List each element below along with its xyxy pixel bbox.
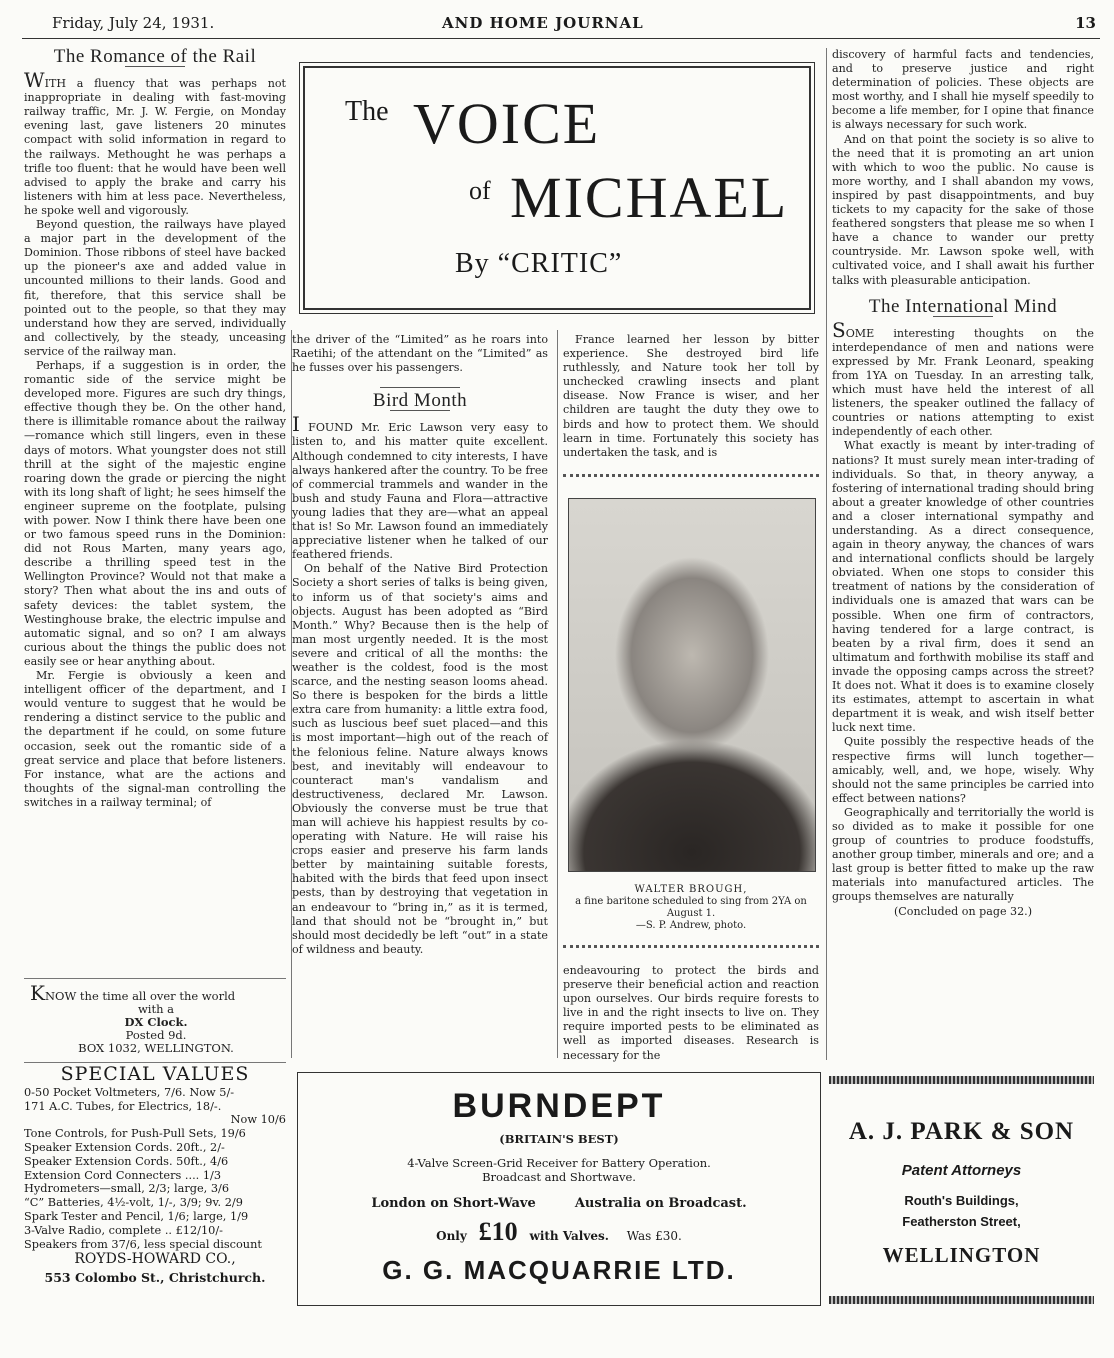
special-item: Extension Cord Connecters .... 1/3 xyxy=(24,1168,222,1182)
journal-name: AND HOME JOURNAL xyxy=(442,14,644,32)
article-paragraph: Quite possibly the respective heads of the respective firms will lunch together—amicably, well, and, we hope, wisely. Why should not the same principles be carried into effect between nations? xyxy=(832,735,1094,805)
dx-clock-ad xyxy=(30,981,282,1055)
article-paragraph: endeavouring to protect the birds and preserve their beneficial action and reaction upon ourselves. Our birds require forests to live in and the right insects to live on. They require imported pests to be eliminated as well as imported diseases. Research is necessary for the xyxy=(563,964,819,1062)
burndept-logo: BURNDEPT xyxy=(452,1087,666,1125)
special-item: Now 10/6 xyxy=(230,1113,286,1127)
special-values-list xyxy=(24,1086,286,1252)
drop-cap: W xyxy=(24,68,45,93)
burndept-tagline: (BRITAIN'S BEST) xyxy=(499,1132,619,1146)
title-of: of xyxy=(469,176,491,205)
burndept-london: London on Short-Wave xyxy=(371,1196,536,1211)
photo-name: WALTER BROUGH, xyxy=(634,884,748,895)
special-item: 0-50 Pocket Voltmeters, 7/6. Now 5/- xyxy=(24,1085,235,1099)
dx-ad-line: Posted 9d. xyxy=(125,1028,187,1042)
dx-ad-line: with a xyxy=(137,1002,175,1016)
photo-credit: —S. P. Andrew, photo. xyxy=(635,920,747,931)
park-line: Routh's Buildings, xyxy=(904,1193,1019,1208)
article-title: The International Mind xyxy=(868,295,1058,317)
divider xyxy=(563,945,819,948)
burndept-line: 4-Valve Screen-Grid Receiver for Battery Operation. xyxy=(407,1156,711,1170)
park-title: Patent Attorneys xyxy=(901,1162,1022,1179)
special-values-title: SPECIAL VALUES xyxy=(60,1063,250,1085)
concluded-note: (Concluded on page 32.) xyxy=(893,904,1033,918)
title-byline: By “CRITIC” xyxy=(455,248,623,279)
park-ad xyxy=(829,1098,1094,1268)
article-paragraph: Mr. Fergie is obviously a keen and intelligent officer of the department, and I would venture to suggest that he would be rendering a distinct service to the public and the department if he could, on some future occasion, seek out the romantic side of a great service and place that before listeners. For instance, what are the actions and thoughts of the signal-man controlling the switches in a railway terminal; of xyxy=(24,669,286,809)
divider xyxy=(24,978,286,979)
article-paragraph: discovery of harmful facts and tendencies, and to preserve justice and right determination of policies. These objects are most worthy, and I shall hie myself speedily to become a life member, for I opine that finance is always necessary for such work. xyxy=(832,48,1094,132)
special-item: Speaker Extension Cords. 50ft., 4/6 xyxy=(24,1154,229,1168)
burndept-dealer: G. G. MACQUARRIE LTD. xyxy=(382,1255,736,1285)
page-number: 13 xyxy=(1075,14,1096,32)
divider xyxy=(563,474,819,477)
special-item: Hydrometers—small, 2/3; large, 3/6 xyxy=(24,1182,230,1196)
article-title: Bird Month xyxy=(372,390,468,412)
special-item: Speakers from 37/6, less special discount xyxy=(24,1237,262,1251)
burndept-price: £10 xyxy=(478,1217,518,1246)
special-address: 553 Colombo St., Christchurch. xyxy=(44,1270,266,1286)
page-header xyxy=(22,8,1100,39)
article-paragraph: On behalf of the Native Bird Protection Society a short series of talks is being given, to inform us of that society's aims and objects. August has been adopted as “Bird Month.” Why? Because then is the help of man most urgently needed. It is the most severe and critical of all the months: the weather is the coldest, food is the most scarce, and the nesting season looms ahead. So there is bespoken for the birds a little extra care from humanity: a little extra food, such as luscious beef suet placed—and this is most important—high out of the reach of the felonious feline. Nature always knows best, and inevitably will endeavour to counteract man's vandalism and destructiveness, declared Mr. Lawson. Obviously the converse must be true that man will achieve his happiest results by co-operating with Nature. He will raise his crops easier and preserve his farm lands better by maintaining suitable forests, habited with the birds that feed upon insect pests, than by destroying that vegetation in an endeavour to “bring in,” as it is termed, land that should not be “brought in,” but should most decidedly be left “out” in a state of wildness and beauty. xyxy=(292,562,548,956)
article-paragraph: WITH a fluency that was perhaps not inappropriate in dealing with fast-moving railway traffic, Mr. J. W. Fergie, on Monday evening last, gave listeners 20 minutes compact with solid information in regard to the railways. Methought he was perhaps a trifle too fluent: that he would have been well advised to apply the brake and carry his listeners with him at less pace. Nevertheless, he spoke well and vigorously. xyxy=(24,68,286,217)
drop-cap: K xyxy=(30,981,45,1005)
article-paragraph: France learned her lesson by bitter experience. She destroyed bird life ruthlessly, and Nature took her toll by unchecked crawling insects and plant disease. Now France is wiser, and her children are taught the duty they owe to birds and how to protect them. We should learn in time. Fortunately this society has undertaken the task, and is xyxy=(563,333,819,459)
article-bird-month-cont xyxy=(563,333,819,460)
article-paragraph: SOME interesting thoughts on the interdependance of men and nations were expressed by Mr. Frank Leonard, speaking from 1YA on Tuesday. In an arresting talk, which must have held the interest of all listeners, the speaker outlined the fallacy of countries or nations attempting to exist independently of each other. xyxy=(832,317,1094,439)
burndept-ad xyxy=(297,1072,821,1306)
article-paragraph: I FOUND Mr. Eric Lawson very easy to listen to, and his matter quite excellent. Although condemned to city interests, I have always hankered after the country. To be free of commercial trammels and wander in the bush and study Fauna and Flora—attractive young ladies that they are—what an appeal that is! So Mr. Lawson found an immediately appreciative listener when he talked of our feathered friends. xyxy=(292,412,548,562)
burndept-australia: Australia on Broadcast. xyxy=(574,1196,747,1211)
ad-border-top xyxy=(829,1076,1094,1084)
burndept-line: Broadcast and Shortwave. xyxy=(482,1170,636,1184)
column-title-box xyxy=(303,66,811,310)
burndept-only: Only xyxy=(436,1229,467,1243)
title-voice: VOICE xyxy=(413,91,601,156)
article-title: The Romance of the Rail xyxy=(53,46,257,67)
special-item: Tone Controls, for Push-Pull Sets, 19/6 xyxy=(24,1127,246,1141)
dx-ad-line: DX Clock. xyxy=(124,1015,188,1029)
portrait-photo xyxy=(568,498,816,872)
special-item: Speaker Extension Cords. 20ft., 2/- xyxy=(24,1140,225,1154)
special-item: 3-Valve Radio, complete .. £12/10/- xyxy=(24,1223,223,1237)
park-city: WELLINGTON xyxy=(882,1243,1041,1267)
issue-date: Friday, July 24, 1931. xyxy=(52,14,215,32)
special-item: “C” Batteries, 4½-volt, 1/-, 3/9; 9v. 2/9 xyxy=(24,1196,243,1210)
park-name: A. J. PARK & SON xyxy=(848,1118,1075,1145)
article-paragraph: And on that point the society is so alive to the need that it is promoting an art union with which to woo the public. No cause is more worthy, and I shall abandon my vows, inspired by past disappointments, and buy tickets to my capacity for the sake of those feathered songsters that please me so when I have a chance to wander our pretty countryside. Mr. Lawson spoke well, with cultivated voice, and I shall await his further talks with pleasurable anticipation. xyxy=(832,132,1094,287)
drop-cap: S xyxy=(832,317,846,342)
title-michael: MICHAEL xyxy=(510,165,789,230)
article-paragraph: Geographically and territorially the world is so divided as to make it possible for one group of countries to produce foodstuffs, another group timber, minerals and ore; and a last group is better fitted to make up the raw materials into manufactured articles. The groups themselves are naturally xyxy=(832,805,1094,904)
article-international-mind xyxy=(832,48,1094,919)
special-item: Spark Tester and Pencil, 1/6; large, 1/9 xyxy=(24,1209,249,1223)
article-paragraph: Perhaps, if a suggestion is in order, the romantic side of the service might be developed more. Figures are such dry things, effective though they be. On the other hand, there is illimitable romance about the railway—romance which still lingers, even in these days of motors. What youngster does not still thrill at the sight of the majestic engine roaring down the grade or piercing the night with its long shaft of light; he sees himself the engineer supreme on the footplate, pulsing with power. Now I think there have been one or two famous speed runs in the Dominion: did not Rous Marten, many years ago, describe a thrilling speed test in the Wellington Province? Would not that make a story? Then what about the ins and outs of safety devices: the tablet system, the Westinghouse brake, the electric impulse and automatic signal, and so on? I am always curious about the things the public does not easily see or hear anything about. xyxy=(24,358,286,668)
photo-caption-text: a fine baritone scheduled to sing from 2YA on August 1. xyxy=(575,896,807,919)
dx-ad-line: BOX 1032, WELLINGTON. xyxy=(78,1041,234,1055)
special-values-ad xyxy=(24,1063,286,1286)
article-bird-month-end xyxy=(563,964,819,1063)
column-rule xyxy=(557,330,558,1058)
park-line: Featherston Street, xyxy=(902,1214,1021,1229)
photo-caption xyxy=(563,884,819,932)
dx-ad-line: NOW the time all over the world xyxy=(44,989,236,1003)
article-paragraph: What exactly is meant by inter-trading of nations? It must surely mean inter-trading of individuals. So that, in theory anyway, a fostering of international trading should bring about a greater knowledge of other countries and a closer international sympathy and understanding. As a direct consequence, again in theory anyway, the chances of wars and international conflicts should be largely obviated. When one stops to consider this treatment of nations by the consideration of individuals one is amazed that wars can be possible. When one firm of contractors, having tendered for a large contract, is beaten by a rival firm, does it send an ultimatum and forthwith mobilise its staff and invade the opposing camps across the street? It does not. What it does is to examine closely its estimates, attempt to ascertain in what department it is weak, and wish itself better luck next time. xyxy=(832,439,1094,735)
article-paragraph: Beyond question, the railways have played a major part in the development of the Dominion. Those ribbons of steel have backed up the pioneer's axe and added value in uncounted millions to their lands. Good and fit, therefore, that this service shall be pointed out to the people, so that they may understand how they are served, individually and collectively, by the steady, unceasing service of the railway man. xyxy=(24,218,286,358)
title-the: The xyxy=(345,96,389,127)
special-item: 171 A.C. Tubes, for Electrics, 18/-. xyxy=(24,1099,222,1113)
column-rule xyxy=(826,48,827,1060)
burndept-was: Was £30. xyxy=(626,1229,682,1243)
divider xyxy=(380,387,460,388)
article-bird-month xyxy=(292,333,548,957)
drop-cap: I xyxy=(292,412,300,437)
burndept-with-valves: with Valves. xyxy=(529,1229,609,1243)
ad-border-bottom xyxy=(829,1296,1094,1304)
special-company: ROYDS-HOWARD CO., xyxy=(74,1251,236,1268)
article-paragraph: the driver of the “Limited” as he roars into Raetihi; of the attendant on the “Limited” as he fusses over his passengers. xyxy=(292,333,548,375)
article-romance-of-rail xyxy=(24,48,286,810)
